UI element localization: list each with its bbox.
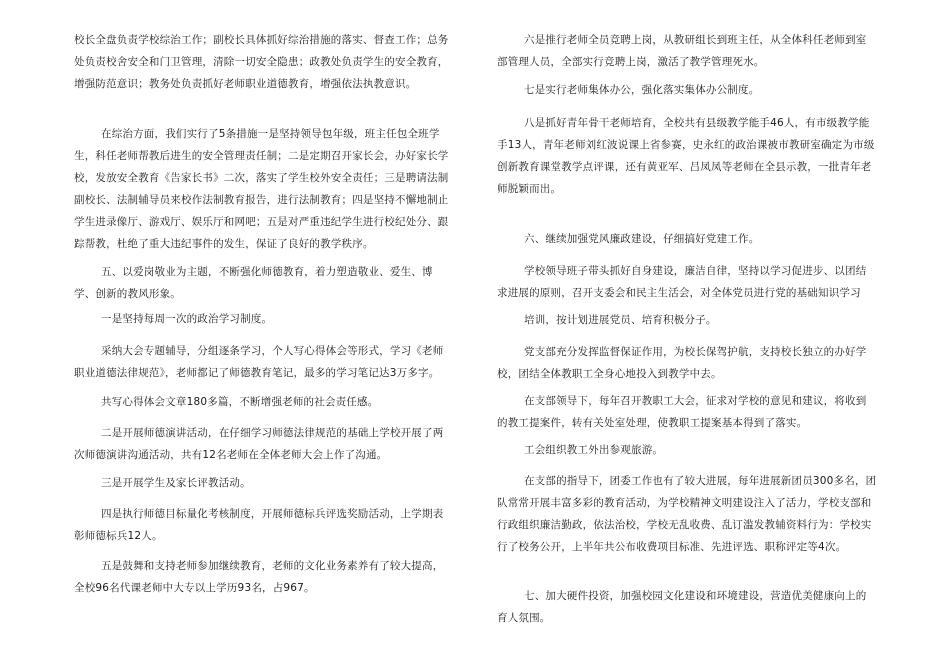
paragraph-item-4: 四是执行师德目标量化考核制度，开展师德标兵评选奖励活动，上学期表彰师德标兵12人。 [74, 508, 444, 542]
heading-section-five: 五、以爱岗敬业为主题，不断强化师德教育，着力塑造敬业、爱生、博学、创新的教风形象。 [74, 266, 433, 300]
paragraph-reflections: 共写心得体会文章180多篇，不断增强老师的社会责任感。 [101, 396, 379, 408]
paragraph-item-1: 一是坚持每周一次的政治学习制度。 [101, 313, 273, 325]
paragraph-item-2: 二是开展师德演讲活动，在仔细学习师德法律规范的基础上学校开展了两次师德演讲沟通活动，共有12名老师在全体老师大会上作了沟通。 [74, 427, 444, 461]
paragraph-item-5: 五是鼓舞和支持老师参加继续教育，老师的文化业务素养有了较大提高，全校96名代课老师中大专以上学历93名，占967。 [74, 560, 444, 594]
paragraph-item-7: 七是实行老师集体办公，强化落实集体办公制度。 [524, 84, 760, 96]
heading-section-seven: 七、加大硬件投资，加强校园文化建设和环境建设，营造优美健康向上的育人氛围。 [497, 590, 867, 624]
paragraph-five-measures: 在综治方面，我们实行了5条措施一是坚持领导包年级，班主任包全班学生，科任老师帮教后进生的安全管理责任制；二是定期召开家长会，办好家长学校，发放安全教育《告家长书》二次，落实了学生校外安全责任；三是聘请法制副校长、法制辅导员来校作法制教育报告，进行法制教育；四是坚持不懈地制止学生进录像厅、游戏厅、娱乐厅和网吧；五是对严重违纪学生进行校纪处分、跟踪帮教，杜绝了重大违纪事件的发生，保证了良好的教学秩序。 [74, 128, 449, 250]
paragraph-training: 培训，按计划进展党员、培育积极分子。 [524, 314, 717, 326]
paragraph-party-branch: 党支部充分发挥监督保证作用，为校长保驾护航，支持校长独立的办好学校，团结全体教职工全身心地投入到教学中去。 [497, 346, 867, 380]
paragraph-item-3: 三是开展学生及家长评教活动。 [101, 477, 251, 489]
paragraph-study-format: 采纳大会专题辅导，分组逐条学习，个人写心得体会等形式，学习《老师职业道德法律规范》，老师都记了师德教育笔记，最多的学习笔记达3万多字。 [74, 345, 444, 379]
heading-section-six: 六、继续加强党风廉政建设，仔细搞好党建工作。 [524, 233, 760, 245]
paragraph-party-study: 学校领导班子带头抓好自身建设，廉洁自律，坚持以学习促进步、以团结求进展的原则，召开支委会和民主生活会，对全体党员进行党的基础知识学习 [497, 265, 867, 299]
paragraph-safety-duties: 校长全盘负责学校综治工作；副校长具体抓好综治措施的落实、督查工作；总务处负责校舍安全和门卫管理，清除一切安全隐患；政教处负责学生的安全教育，增强防范意识；教务处负责抓好老师职业道德教育，增强依法执教意识。 [74, 34, 449, 90]
paragraph-item-6: 六是推行老师全员竞聘上岗，从教研组长到班主任，从全体科任老师到室部管理人员，全部实行竞聘上岗，激活了教学管理死水。 [497, 34, 867, 68]
paragraph-item-8: 八是抓好青年骨干老师培育，全校共有县级教学能手46人，有市级教学能手13人，青年老师刘红波说课上省参赛，史永红的政治课被市教研室确定为市级创新教育课堂教学点评课，还有黄亚军、吕凤凤等老师在全县示教，一批青年老师脱颖而出。 [497, 117, 875, 195]
paragraph-union-trips: 工会组织教工外出参观旅游。 [524, 444, 664, 456]
paragraph-staff-congress: 在支部领导下，每年召开教职工大会，征求对学校的意见和建议，将收到的教工提案件，转有关处室处理，使教职工提案基本得到了落实。 [497, 395, 867, 429]
paragraph-youth-league: 在支部的指导下，团委工作也有了较大进展，每年进展新团员300多名，团队常常开展丰富多彩的教育活动，为学校精神文明建设注入了活力，学校支部和行政组织廉洁勤政，依法治校，学校无乱收费、乱订滥发教辅资料行为：学校实行了校务公开，上半年共公布收费项目标准、先进评选、职称评定等4次。 [497, 475, 877, 553]
